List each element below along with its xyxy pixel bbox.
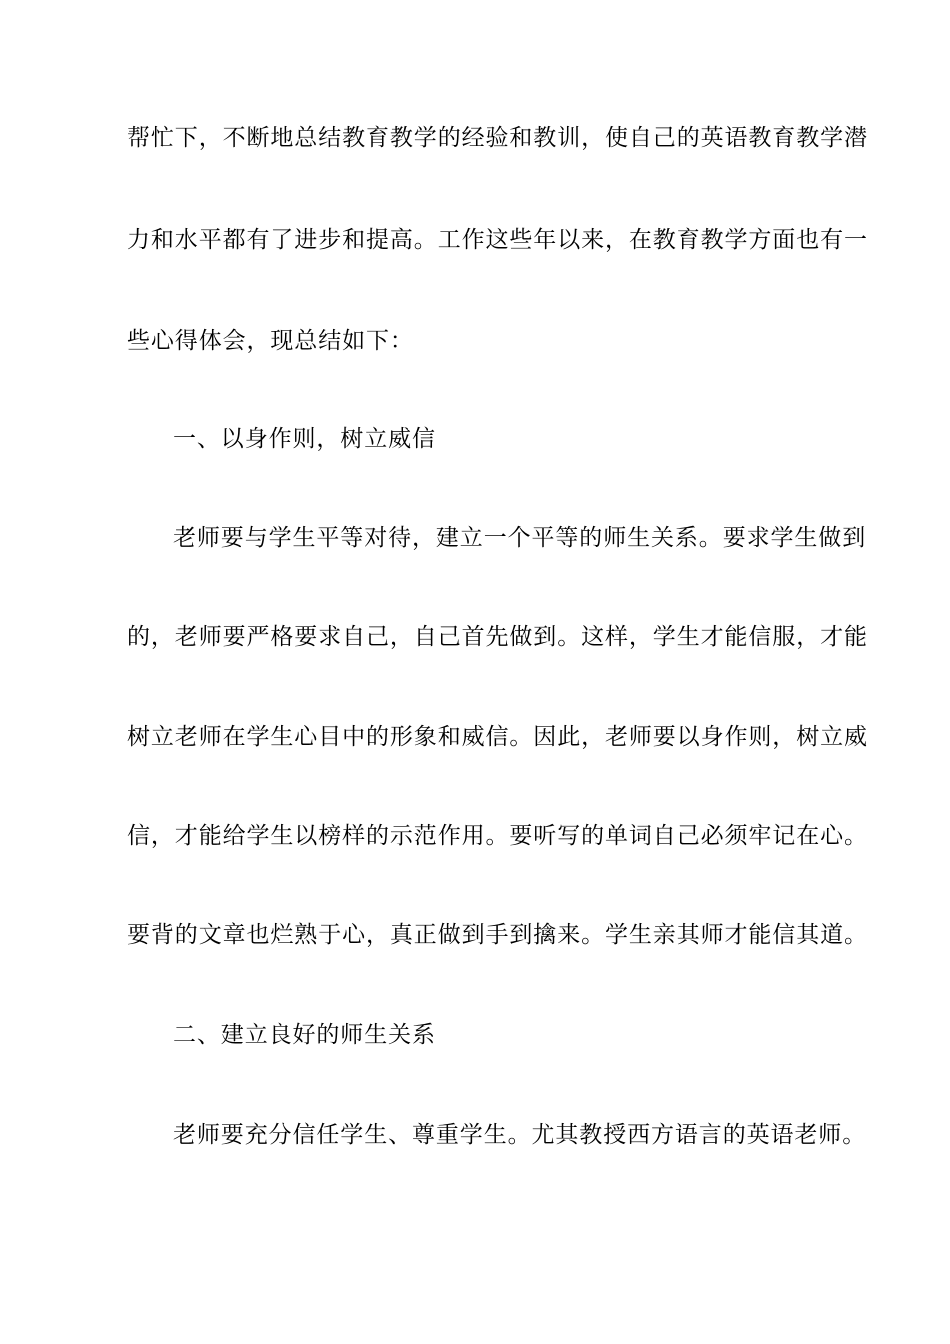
paragraph-line: 些心得体会，现总结如下： — [127, 328, 414, 354]
paragraph-line: 帮忙下，不断地总结教育教学的经验和教训，使自己的英语教育教学潜 — [127, 125, 868, 151]
paragraph-line: 力和水平都有了进步和提高。工作这些年以来，在教育教学方面也有一 — [127, 227, 868, 253]
paragraph-line: 的，老师要严格要求自己，自己首先做到。这样，学生才能信服，才能 — [127, 624, 868, 650]
section-heading: 一、以身作则，树立威信 — [173, 426, 436, 452]
section-heading: 二、建立良好的师生关系 — [173, 1022, 436, 1048]
paragraph-line: 信，才能给学生以榜样的示范作用。要听写的单词自己必须牢记在心。 — [127, 823, 868, 849]
paragraph-line: 老师要充分信任学生、尊重学生。尤其教授西方语言的英语老师。 — [173, 1122, 867, 1148]
paragraph-line: 要背的文章也烂熟于心，真正做到手到擒来。学生亲其师才能信其道。 — [127, 922, 868, 948]
paragraph-line: 老师要与学生平等对待，建立一个平等的师生关系。要求学生做到 — [173, 525, 867, 551]
paragraph-line: 树立老师在学生心目中的形象和威信。因此，老师要以身作则，树立威 — [127, 724, 868, 750]
